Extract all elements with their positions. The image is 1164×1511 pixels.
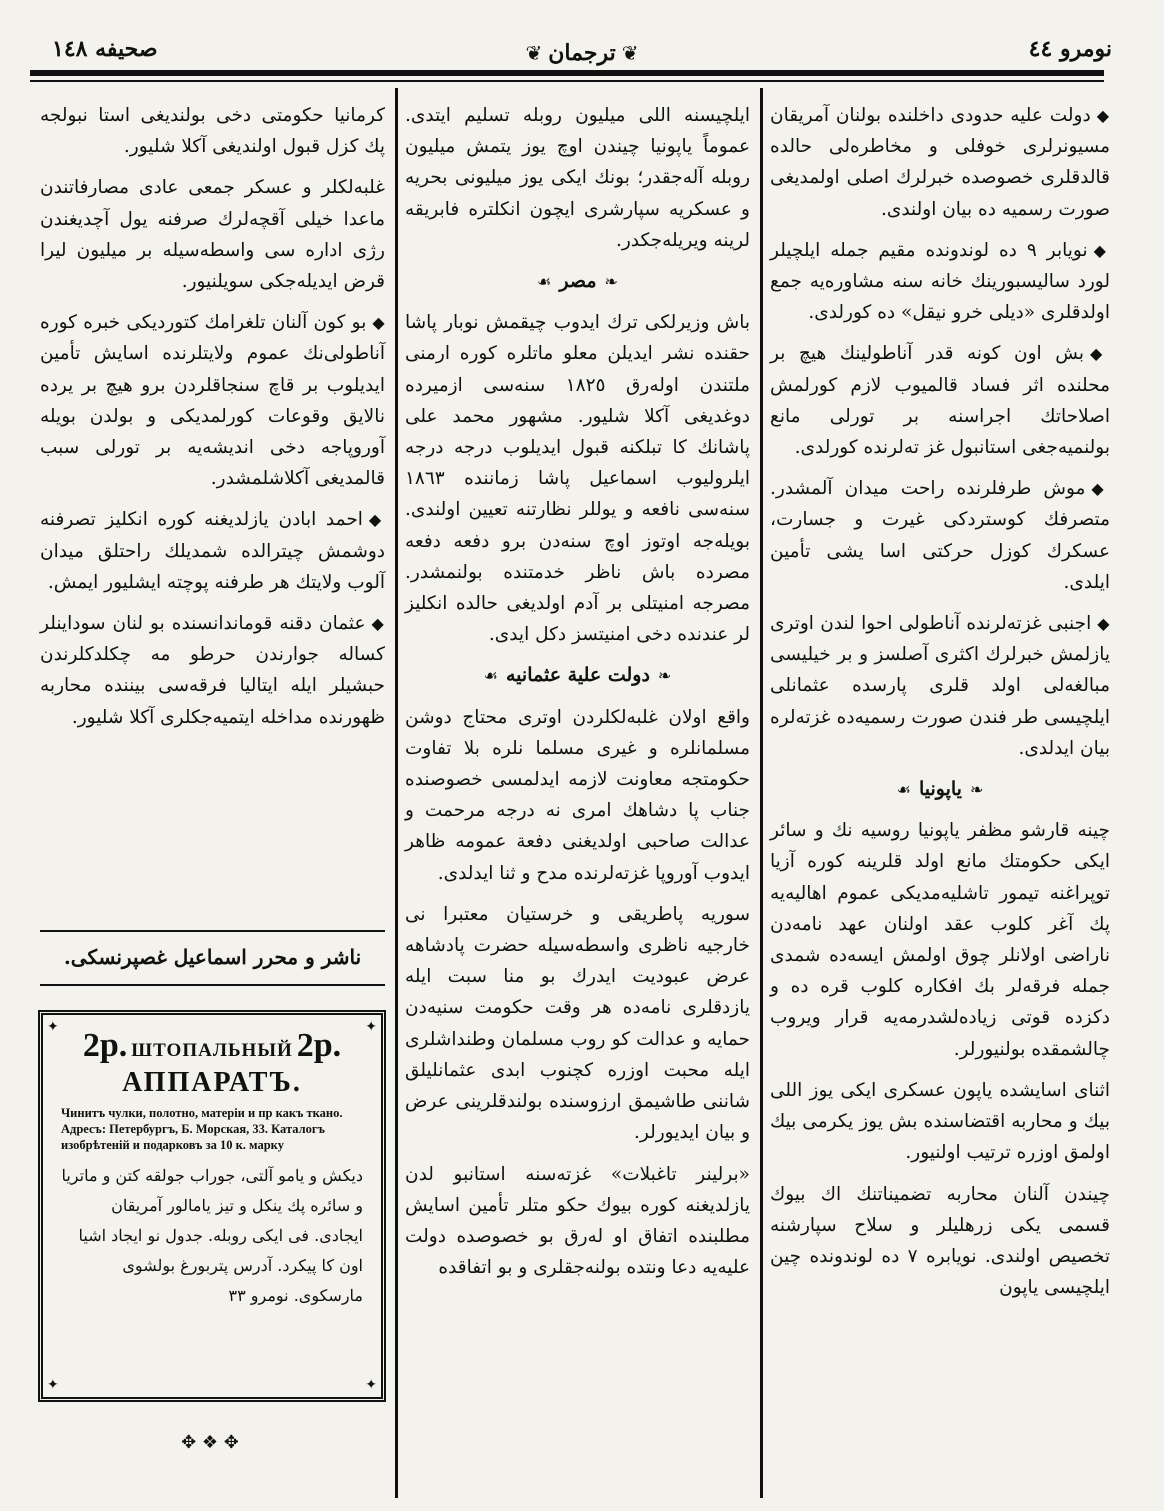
header-rule (30, 70, 1104, 76)
news-item: ◆نويابر ٩ ده لوندونده مقيم جمله ايلچيلر لورد ساليسبورينك خانه سنه مشاوره‌يه جمع اولدقلرى «ديلى خرو نيقل» ده كورلدى. (770, 239, 1111, 324)
advertisement-box (38, 1010, 386, 1402)
ad-corner-ornament: ✦ (365, 1377, 377, 1393)
column-divider-right (760, 88, 763, 1498)
article-paragraph: اثناى اسايشده ياپون عسكرى ايكى يوز اللى بيك و محاربه اقتضاسنده بش يوز يكرمى بيك اولمق اوزره ترتيب اولنيور. (770, 1079, 1110, 1164)
news-item: ◆احمد ابادن يازلديغنه كوره انكليز تصرفنه دوشمش چيترالده شمديلك راحتلق ميدان آلوب ولايتك هر طرفنه پوچته ايشليور ايمش. (40, 509, 385, 593)
masthead-title: ترجمان (548, 40, 616, 66)
news-item: ◆دولت عليه حدودى داخلنده بولنان آمريقان مسيونرلرى خوفلى و مخاطره‌لى حالده قالدقلرى خصوصده خبرلرك اصلى اولمديغى صورت رسميه ده بيان اولندى. (770, 105, 1110, 220)
article-paragraph: كرمانيا حكومتى دخى بولنديغى استا نبولجه پك كزل قبول اولنديغى آكلا شليور. (40, 105, 385, 158)
article-paragraph: سوريه پاطريقى و خرستيان معتبرا نى خارجيه ناظرى واسطه‌سيله حضرت پادشاهه عرض عبوديت ايدرك بو منا سبت ايله يازدقلرى نامه‌ده هر وقت حكومت سنيه‌دن حمايه و عدالت كو روب مسلمان وطنداشلرى ايله محبت اوزره كچنوب ابدى عثمانليلق شاننى طاشيمق ارزوسنده بولندقلرينى عرض و بيان ايديورلر. (405, 903, 750, 1144)
column-middle (405, 100, 750, 1293)
ad-product-name: АППАРАТЪ. (122, 1067, 302, 1098)
column-right (770, 100, 1110, 1313)
ad-russian-text: Чинитъ чулки, полотно, матеріи и пр какъ ткано. Адресъ: Петербургъ, Б. Морская, 33. Каталогъ изобрѣтеній и подарковъ за 10 к. марку (61, 1106, 343, 1152)
news-item: ◆اجنبى غزته‌لرنده آناطولى احوا لندن اوترى يازلمش خبرلرك اكثرى آصلسز و بر خيليسى مبالغه‌لى اولد قلرى پارسده عثمانلى ايلچيسى طر فندن صورت رسميه‌ده غزته‌لره بيان ايدلدى. (770, 613, 1110, 759)
masthead-ornament-left: ❦ (525, 41, 543, 65)
article-paragraph: چيندن آلنان محاربه تضميناتنك اك بيوك قسمى يكى زرهليلر و سلاح سپارشنه تخصيص اولندى. نويابره ٧ ده لوندونده چين ايلچيسى ياپون (770, 1183, 1110, 1299)
ad-price: 2р. (296, 1027, 342, 1064)
article-paragraph: غلبه‌لكلر و عسكر جمعى عادى مصارفاتندن ماعدا خيلى آقچه‌لرك صرفنه يول آچديغندن رژى اداره سى واسطه‌سيله بر ميليون ليرا قرض ايديله‌جكى سويلنيور. (40, 177, 385, 293)
ad-corner-ornament: ✦ (47, 1019, 59, 1035)
page-number: صحيفه ١٤٨ (52, 36, 158, 62)
header-rule-thin (30, 80, 1104, 82)
ad-headline (61, 1027, 363, 1065)
ad-corner-ornament: ✦ (47, 1377, 59, 1393)
column-divider-left (395, 88, 398, 1498)
section-heading-japan: ❧ياپونيا☙ (896, 778, 984, 801)
masthead-ornament-right: ❦ (621, 41, 639, 65)
bottom-ornament: ✥ ❖ ✥ (181, 1432, 239, 1453)
article-paragraph: باش وزيرلكى ترك ايدوب چيقمش نوبار پاشا حقنده نشر ايديلن معلو ماتلره كوره ارمنى ملتندن اوله‌رق ١٨٢٥ سنه‌سى ازميرده دوغديغى آكلا شليور. مشهور محمد على پاشانك كا تبلكنه قبول ايديلوب درجه درجه ايلروليوب اسماعيل پاشا زماننده ١٨٦٣ سنه‌سى نافعه و يوللر نظارتنه تعيين اولندى. بويله‌جه اوتوز اوچ سنه‌دن برو دفعه دفعه مصرده باش ناظر خدمتنده بولنمشدر. مصرجه امنيتلى بر آدم اولديغى حالده انكليز لر عندنده دخى امنيتسز دكل ايدى. (405, 312, 750, 646)
publisher-line: ناشر و محرر اسماعيل غصپرنسكى. (40, 930, 385, 986)
ad-corner-ornament: ✦ (365, 1019, 377, 1035)
article-paragraph: ايلچيسنه اللى ميليون روبله تسليم ايتدى. عموماً ياپونيا چيندن اوچ يوز يتمش ميليون روبله آله‌جقدر؛ بونك ايكى يوز ميليونى بحريه و عسكريه سپارشرى ايچون انكلتره فابريقه لرينه ويريله‌جكدر. (405, 105, 750, 251)
section-heading-ottoman: ❧دولت علية عثمانيه☙ (483, 664, 672, 687)
issue-number: نومرو ٤٤ (1028, 36, 1112, 62)
news-item: ◆موش طرفلرنده راحت ميدان آلمشدر. متصرفك كوستردكى غيرت و جسارت، عسكرك كوزل حركتى اسا يشى تأمين ايلدى. (770, 478, 1110, 593)
ad-product-word: ШТОПАЛЬНЫЙ (131, 1040, 293, 1061)
news-item: ◆عثمان دقنه قوماندانسنده بو لنان سوداينلر كساله جوارندن حرطو مه چكلدكلرندن حبشيلر ايله ايتاليا فرقه‌سى بيننده محاربه ظهورنده مداخله ايتميه‌جكلرى آكلا شليور. (40, 613, 385, 728)
article-paragraph: واقع اولان غلبه‌لكلردن اوترى محتاج دوشن مسلمانلره و غيرى مسلما نلره بلا تفاوت حكومتجه معاونت لازمه ايدلمسى خصوصنده جناب پا دشاهك امرى نه درجه مرحمت و عدالت صاحبى اولديغنى دفعة عمومه ظاهر ايدوب آوروپا غزته‌لرنده مدح و ثنا ايدلدى. (405, 706, 750, 884)
ad-tatar-text: ديكش و يامو آلتى، جوراب جولقه كتن و ماتريا و سائره پك ينكل و تيز ياما‌لور آمريقان ايجادى. فى ايكى روبله. جدول نو ايجاد اشيا اون كا پيكرد. آدرس پتربورغ بولشوى مارسكوى. نومرو ٣٣ (61, 1166, 363, 1305)
article-paragraph: «برلينر تاغبلات» غزته‌سنه استانبو لدن يازلديغنه كوره بيوك حكو متلر تأمين اسايش مطلبنده اتفاق او له‌رق بو خصوصده دولت عليه‌يه دعا ونتده بولنه‌جقلرى و بو اتفاقده (405, 1163, 750, 1279)
ad-price: 2р. (82, 1027, 128, 1064)
news-item: ◆بو كون آلنان تلغرامك كتورديكى خبره كوره آناطولى‌نك عموم ولايتلرنده اسايش تأمين ايديلوب بر قاچ سنجاقلردن برو هيچ بر يرده نالايق وقوعات كورلمديكى و بولدن بويله آوروپاجه دخى انديشه‌يه بر تورلى سبب قالمديغى آكلاشلمشدر. (40, 312, 385, 490)
news-item: ◆بش اون كونه قدر آناطولينك هيچ بر محلنده اثر فساد قالميوب لازم كورلمش اصلاحاتك اجراسنه بر تورلى مانع بولنميه‌جغى استانبول غز ته‌لرنده كورلدى. (770, 343, 1110, 459)
column-left (40, 100, 385, 743)
masthead (0, 40, 1164, 66)
section-heading-egypt: ❧مصر☙ (537, 270, 618, 293)
article-paragraph: چينه قارشو مظفر ياپونيا روسيه نك و سائر ايكى حكومتك مانع اولد قلرينه كوره آزيا توپراغنه تيمور تاشليه‌مديكى عموم اهاليه‌يه پك آغر كلوب عقد اولنان عهد نامه‌دن ناراضى اولانلر چوق اولمش ايسه‌ده شمدى جمله فرقه‌لر بك افكاره كلوب قره ده و دكزده قوتى زياده‌لشدرمه‌يه قرار ويروب چالشمقده بولنيورلر. (770, 820, 1110, 1060)
